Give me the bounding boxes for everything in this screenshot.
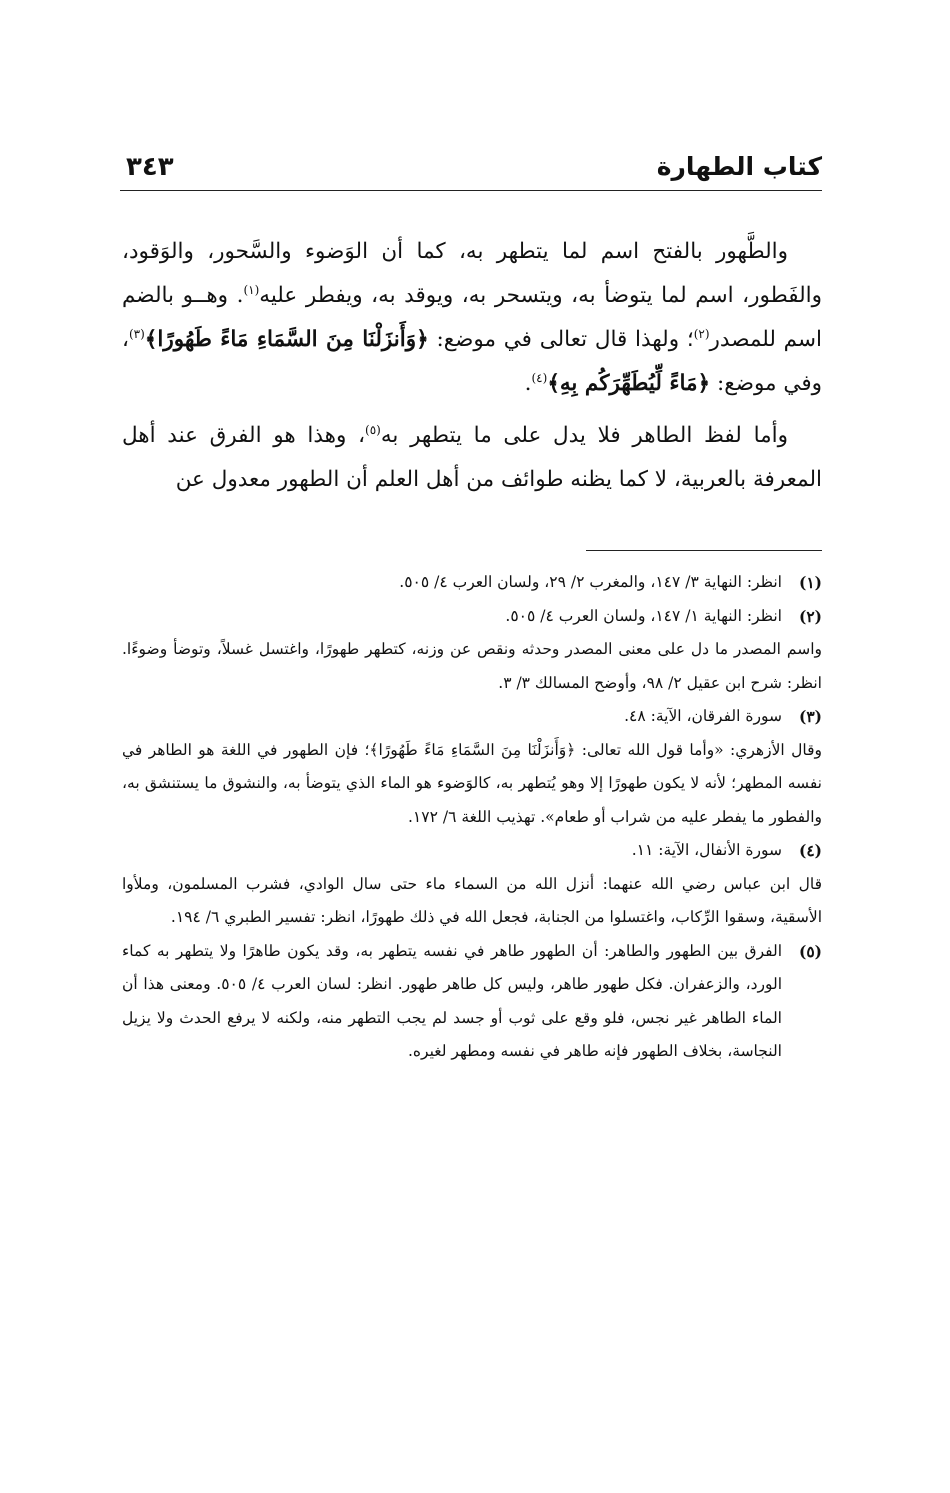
footnote-number: (٥) [798, 941, 822, 961]
footnote-number: (١) [798, 573, 822, 592]
footnote-ref: (٢) [693, 326, 710, 341]
text-run: وأما لفظ الطاهر فلا يدل على ما يتطهر به [380, 423, 788, 448]
page-number: ٣٤٣ [126, 152, 174, 182]
footnote-text: سورة الفرقان، الآية: ٤٨. [624, 707, 782, 725]
footnote-text: الفرق بين الطهور والطاهر: أن الطهور طاهر في نفسه يتطهر به، وقد يكون طاهرًا ولا يتطهر به كماء الورد، والزعفران. فكل طهور طاهر، وليس كل طاهر طهور. انظر: لسان العرب ٤/ ٥٠٥. ومعنى هذا أن الماء الطاهر غير نجس، فلو وقع على ثوب أو جسد لم يجب التطهر منه، ولكنه لا يرفع الحدث ولا يزيل النجاسة، بخلاف الطهور فإنه طاهر في نفسه ومطهر لغيره. [122, 941, 783, 1060]
text-run: ، وفي موضع: [122, 327, 822, 396]
footnote-continuation: قال ابن عباس رضي الله عنهما: أنزل الله من السماء ماء حتى سال الوادي، فشرب المسلمون، وملأوا الأسقية، وسقوا الرِّكاب، واغتسلوا من الجنابة، فجعل الله في ذلك طهورًا، انظر: تفسير الطبري ٦/ ١٩٤. [122, 874, 822, 926]
footnote-ref: (٣) [128, 326, 145, 341]
footnotes [122, 566, 822, 1069]
running-title: كتاب الطهارة [656, 152, 822, 181]
footnote-divider [586, 550, 822, 551]
footnote-number: (٤) [798, 841, 822, 860]
footnote-text: انظر: النهاية ٣/ ١٤٧، والمغرب ٢/ ٢٩، ولسان العرب ٤/ ٥٠٥. [399, 573, 782, 591]
footnote-text: سورة الأنفال، الآية: ١١. [631, 841, 782, 859]
paragraph [122, 230, 822, 406]
quran-verse: ﴿مَاءً لِّيُطَهِّرَكُم بِهِ﴾ [547, 371, 711, 396]
footnote-ref: (٥) [365, 422, 381, 437]
page-header [120, 152, 822, 190]
footnote-continuation: واسم المصدر ما دل على معنى المصدر وحدثه ونقص عن وزنه، كتطهر طهورًا، واغتسل غسلاً، وتوضأ وضوءًا. انظر: شرح ابن عقيل ٢/ ٩٨، وأوضح المسالك ٣/ ٣. [122, 640, 822, 692]
footnote [122, 834, 822, 868]
header-divider [120, 190, 822, 191]
text-run: . وهــو بالضم اسم للمصدر [122, 283, 822, 352]
footnote-number: (٢) [798, 606, 822, 626]
footnote [122, 700, 822, 734]
paragraph [122, 414, 822, 502]
quran-verse: ﴿وَأَنزَلْنَا مِنَ السَّمَاءِ مَاءً طَهُورًا﴾ [144, 327, 429, 352]
footnote-number: (٣) [798, 707, 822, 726]
footnote-ref: (١) [243, 282, 260, 297]
footnote-ref: (٤) [531, 370, 548, 385]
text-run: ؛ ولهذا قال تعالى في موضع: [428, 327, 694, 352]
text-run: والطَّهور بالفتح اسم لما يتطهر به، كما أن الوَضوء والسَّحور، والوَقود، والفَطور، اسم لما يتوضأ به، ويتسحر به، ويوقد به، ويفطر عليه [122, 239, 823, 308]
footnote-continuation: وقال الأزهري: «وأما قول الله تعالى: ﴿وَأَنزَلْنَا مِنَ السَّمَاءِ مَاءً طَهُورًا﴾؛ فإن الطهور في اللغة هو الطاهر في نفسه المطهر؛ لأنه لا يكون طهورًا إلا وهو يُتطهر به، كالوَضوء هو الماء الذي يتوضأ به، والنشوق ما يستنشق به، والفطور ما يفطر عليه من شراب أو طعام». تهذيب اللغة ٦/ ١٧٢. [122, 740, 822, 826]
footnote [122, 935, 822, 1069]
text-run: ، وهذا هو الفرق عند أهل المعرفة بالعربية، لا كما يظنه طوائف من أهل العلم أن الطهور معدول عن [122, 423, 822, 492]
main-text [122, 230, 822, 510]
text-run: . [524, 371, 532, 396]
footnote [122, 600, 822, 634]
footnote-text: انظر: النهاية ١/ ١٤٧، ولسان العرب ٤/ ٥٠٥. [505, 606, 782, 625]
footnote [122, 566, 822, 600]
